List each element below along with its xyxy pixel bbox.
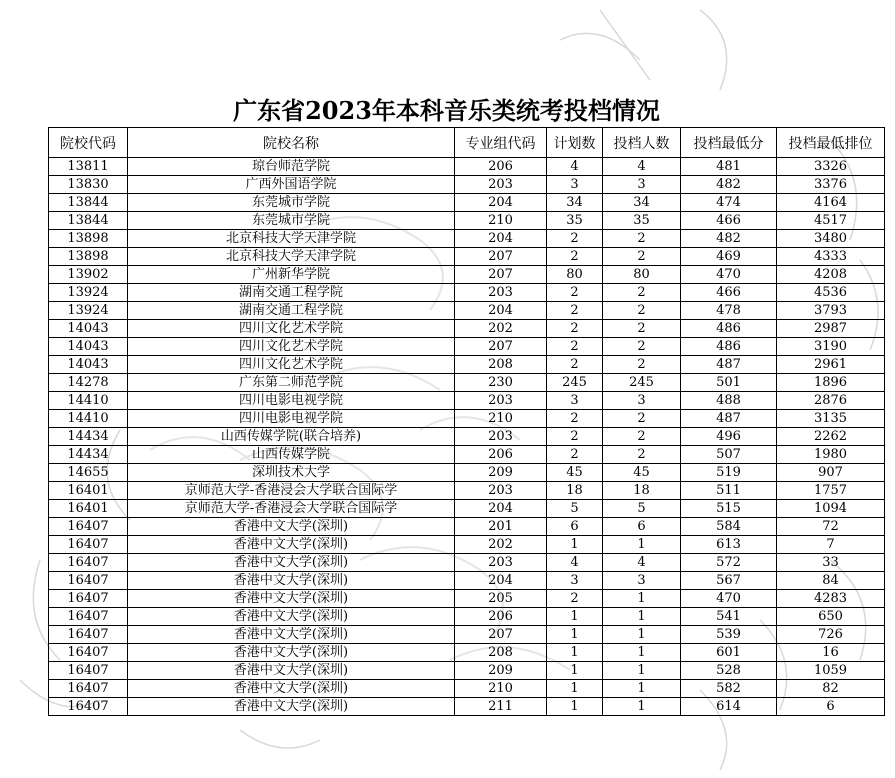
cell-school-code: 13844 <box>49 194 128 212</box>
table-row <box>49 608 885 626</box>
table-row <box>49 284 885 302</box>
cell-group-code: 203 <box>455 284 547 302</box>
cell-admitted-count: 3 <box>603 176 681 194</box>
cell-school-code: 14434 <box>49 446 128 464</box>
cell-min-rank: 650 <box>777 608 885 626</box>
cell-plan-count: 4 <box>547 554 603 572</box>
page-title: 广东省2023年本科音乐类统考投档情况 <box>233 96 660 125</box>
cell-admitted-count: 1 <box>603 590 681 608</box>
cell-school-name: 四川电影电视学院 <box>128 392 455 410</box>
cell-school-code: 16407 <box>49 698 128 716</box>
cell-min-rank: 84 <box>777 572 885 590</box>
table-row <box>49 194 885 212</box>
cell-school-name: 湖南交通工程学院 <box>128 284 455 302</box>
cell-school-code: 13924 <box>49 302 128 320</box>
cell-school-code: 16407 <box>49 536 128 554</box>
header-school-name: 院校名称 <box>128 128 455 158</box>
cell-school-name: 香港中文大学(深圳) <box>128 662 455 680</box>
table-row <box>49 410 885 428</box>
cell-admitted-count: 80 <box>603 266 681 284</box>
cell-min-rank: 726 <box>777 626 885 644</box>
cell-plan-count: 2 <box>547 284 603 302</box>
cell-admitted-count: 2 <box>603 338 681 356</box>
cell-plan-count: 5 <box>547 500 603 518</box>
cell-school-code: 14655 <box>49 464 128 482</box>
cell-school-code: 16407 <box>49 590 128 608</box>
cell-school-name: 香港中文大学(深圳) <box>128 554 455 572</box>
cell-school-code: 16407 <box>49 644 128 662</box>
cell-min-rank: 2876 <box>777 392 885 410</box>
cell-min-score: 488 <box>681 392 777 410</box>
cell-school-name: 香港中文大学(深圳) <box>128 572 455 590</box>
cell-school-name: 京师范大学-香港浸会大学联合国际学 <box>128 482 455 500</box>
cell-school-name: 山西传媒学院(联合培养) <box>128 428 455 446</box>
cell-admitted-count: 2 <box>603 410 681 428</box>
cell-min-score: 470 <box>681 266 777 284</box>
table-row <box>49 320 885 338</box>
cell-school-name: 湖南交通工程学院 <box>128 302 455 320</box>
table-row <box>49 230 885 248</box>
cell-min-score: 519 <box>681 464 777 482</box>
cell-school-name: 香港中文大学(深圳) <box>128 590 455 608</box>
cell-min-rank: 72 <box>777 518 885 536</box>
cell-school-code: 16407 <box>49 608 128 626</box>
cell-admitted-count: 2 <box>603 302 681 320</box>
cell-min-rank: 907 <box>777 464 885 482</box>
cell-min-rank: 4517 <box>777 212 885 230</box>
cell-min-rank: 3326 <box>777 158 885 176</box>
cell-plan-count: 1 <box>547 626 603 644</box>
cell-school-code: 16407 <box>49 554 128 572</box>
cell-school-code: 13898 <box>49 230 128 248</box>
cell-school-name: 广西外国语学院 <box>128 176 455 194</box>
cell-min-score: 466 <box>681 212 777 230</box>
cell-min-rank: 4208 <box>777 266 885 284</box>
cell-school-name: 四川文化艺术学院 <box>128 338 455 356</box>
cell-min-rank: 7 <box>777 536 885 554</box>
cell-school-name: 琼台师范学院 <box>128 158 455 176</box>
header-school-code: 院校代码 <box>49 128 128 158</box>
cell-group-code: 206 <box>455 158 547 176</box>
table-row <box>49 644 885 662</box>
cell-admitted-count: 2 <box>603 248 681 266</box>
cell-min-rank: 1757 <box>777 482 885 500</box>
cell-group-code: 204 <box>455 572 547 590</box>
table-row <box>49 572 885 590</box>
cell-admitted-count: 2 <box>603 284 681 302</box>
cell-group-code: 203 <box>455 482 547 500</box>
cell-plan-count: 2 <box>547 338 603 356</box>
cell-min-rank: 3376 <box>777 176 885 194</box>
cell-plan-count: 4 <box>547 158 603 176</box>
cell-school-name: 香港中文大学(深圳) <box>128 698 455 716</box>
cell-school-name: 四川文化艺术学院 <box>128 320 455 338</box>
cell-min-score: 486 <box>681 338 777 356</box>
cell-admitted-count: 1 <box>603 536 681 554</box>
cell-school-code: 13898 <box>49 248 128 266</box>
header-admitted-count: 投档人数 <box>603 128 681 158</box>
cell-plan-count: 2 <box>547 320 603 338</box>
cell-min-rank: 82 <box>777 680 885 698</box>
cell-min-score: 486 <box>681 320 777 338</box>
table-row <box>49 266 885 284</box>
cell-min-rank: 6 <box>777 698 885 716</box>
cell-plan-count: 2 <box>547 248 603 266</box>
table-row <box>49 248 885 266</box>
cell-plan-count: 2 <box>547 302 603 320</box>
cell-min-score: 487 <box>681 356 777 374</box>
cell-min-score: 613 <box>681 536 777 554</box>
cell-min-rank: 16 <box>777 644 885 662</box>
header-min-rank: 投档最低排位 <box>777 128 885 158</box>
header-plan-count: 计划数 <box>547 128 603 158</box>
cell-min-score: 582 <box>681 680 777 698</box>
table-row <box>49 536 885 554</box>
cell-school-name: 广州新华学院 <box>128 266 455 284</box>
cell-school-name: 东莞城市学院 <box>128 194 455 212</box>
cell-admitted-count: 6 <box>603 518 681 536</box>
cell-school-name: 香港中文大学(深圳) <box>128 536 455 554</box>
cell-school-name: 北京科技大学天津学院 <box>128 230 455 248</box>
cell-group-code: 210 <box>455 680 547 698</box>
cell-school-code: 16407 <box>49 518 128 536</box>
cell-group-code: 207 <box>455 266 547 284</box>
cell-min-rank: 3480 <box>777 230 885 248</box>
cell-group-code: 208 <box>455 356 547 374</box>
cell-school-name: 四川文化艺术学院 <box>128 356 455 374</box>
cell-plan-count: 1 <box>547 644 603 662</box>
cell-group-code: 203 <box>455 176 547 194</box>
cell-min-rank: 1896 <box>777 374 885 392</box>
cell-group-code: 202 <box>455 320 547 338</box>
cell-min-score: 541 <box>681 608 777 626</box>
cell-min-rank: 4536 <box>777 284 885 302</box>
cell-min-rank: 33 <box>777 554 885 572</box>
cell-school-name: 香港中文大学(深圳) <box>128 644 455 662</box>
cell-school-code: 16407 <box>49 680 128 698</box>
cell-group-code: 207 <box>455 248 547 266</box>
cell-min-rank: 2262 <box>777 428 885 446</box>
cell-plan-count: 6 <box>547 518 603 536</box>
cell-min-score: 539 <box>681 626 777 644</box>
cell-school-name: 东莞城市学院 <box>128 212 455 230</box>
cell-min-score: 470 <box>681 590 777 608</box>
cell-group-code: 204 <box>455 500 547 518</box>
cell-min-score: 601 <box>681 644 777 662</box>
cell-school-code: 14043 <box>49 356 128 374</box>
cell-admitted-count: 2 <box>603 320 681 338</box>
cell-plan-count: 2 <box>547 446 603 464</box>
cell-group-code: 203 <box>455 554 547 572</box>
table-row <box>49 590 885 608</box>
table-row <box>49 482 885 500</box>
cell-group-code: 209 <box>455 662 547 680</box>
cell-min-score: 511 <box>681 482 777 500</box>
cell-min-score: 572 <box>681 554 777 572</box>
cell-group-code: 207 <box>455 338 547 356</box>
cell-admitted-count: 35 <box>603 212 681 230</box>
cell-admitted-count: 5 <box>603 500 681 518</box>
cell-min-score: 487 <box>681 410 777 428</box>
cell-school-name: 四川电影电视学院 <box>128 410 455 428</box>
header-group-code: 专业组代码 <box>455 128 547 158</box>
table-row <box>49 428 885 446</box>
cell-group-code: 204 <box>455 302 547 320</box>
cell-school-code: 13902 <box>49 266 128 284</box>
cell-min-score: 466 <box>681 284 777 302</box>
cell-min-score: 501 <box>681 374 777 392</box>
cell-min-rank: 1059 <box>777 662 885 680</box>
table-row <box>49 176 885 194</box>
cell-group-code: 209 <box>455 464 547 482</box>
cell-admitted-count: 1 <box>603 698 681 716</box>
cell-admitted-count: 4 <box>603 158 681 176</box>
cell-school-name: 深圳技术大学 <box>128 464 455 482</box>
cell-group-code: 206 <box>455 446 547 464</box>
cell-admitted-count: 2 <box>603 428 681 446</box>
cell-group-code: 210 <box>455 410 547 428</box>
cell-min-rank: 4283 <box>777 590 885 608</box>
cell-admitted-count: 1 <box>603 626 681 644</box>
cell-min-rank: 3190 <box>777 338 885 356</box>
cell-plan-count: 3 <box>547 392 603 410</box>
table-body <box>49 158 885 716</box>
cell-school-code: 16407 <box>49 662 128 680</box>
cell-min-rank: 3135 <box>777 410 885 428</box>
table-row <box>49 518 885 536</box>
table-row <box>49 392 885 410</box>
cell-group-code: 210 <box>455 212 547 230</box>
table-row <box>49 626 885 644</box>
cell-plan-count: 80 <box>547 266 603 284</box>
header-min-score: 投档最低分 <box>681 128 777 158</box>
cell-group-code: 206 <box>455 608 547 626</box>
cell-plan-count: 3 <box>547 572 603 590</box>
table-row <box>49 554 885 572</box>
cell-plan-count: 2 <box>547 356 603 374</box>
cell-group-code: 204 <box>455 230 547 248</box>
cell-min-rank: 2987 <box>777 320 885 338</box>
cell-min-rank: 4333 <box>777 248 885 266</box>
cell-school-code: 16407 <box>49 572 128 590</box>
cell-admitted-count: 45 <box>603 464 681 482</box>
cell-school-code: 14410 <box>49 410 128 428</box>
cell-min-score: 469 <box>681 248 777 266</box>
table-row <box>49 356 885 374</box>
cell-admitted-count: 245 <box>603 374 681 392</box>
cell-min-score: 567 <box>681 572 777 590</box>
cell-admitted-count: 2 <box>603 230 681 248</box>
cell-school-name: 香港中文大学(深圳) <box>128 626 455 644</box>
table-row <box>49 158 885 176</box>
cell-school-code: 14278 <box>49 374 128 392</box>
table-header-row <box>49 128 885 158</box>
cell-school-name: 北京科技大学天津学院 <box>128 248 455 266</box>
cell-school-name: 京师范大学-香港浸会大学联合国际学 <box>128 500 455 518</box>
cell-school-name: 香港中文大学(深圳) <box>128 680 455 698</box>
cell-school-code: 16407 <box>49 626 128 644</box>
cell-plan-count: 35 <box>547 212 603 230</box>
table-row <box>49 500 885 518</box>
cell-min-rank: 4164 <box>777 194 885 212</box>
cell-min-score: 614 <box>681 698 777 716</box>
cell-admitted-count: 1 <box>603 680 681 698</box>
cell-group-code: 201 <box>455 518 547 536</box>
cell-min-score: 507 <box>681 446 777 464</box>
cell-min-score: 482 <box>681 230 777 248</box>
cell-plan-count: 2 <box>547 410 603 428</box>
cell-group-code: 205 <box>455 590 547 608</box>
cell-school-code: 13830 <box>49 176 128 194</box>
table-row <box>49 212 885 230</box>
cell-plan-count: 2 <box>547 230 603 248</box>
cell-min-score: 481 <box>681 158 777 176</box>
cell-plan-count: 245 <box>547 374 603 392</box>
table-row <box>49 302 885 320</box>
cell-group-code: 208 <box>455 644 547 662</box>
cell-min-score: 474 <box>681 194 777 212</box>
cell-plan-count: 2 <box>547 428 603 446</box>
cell-plan-count: 1 <box>547 662 603 680</box>
cell-group-code: 202 <box>455 536 547 554</box>
cell-plan-count: 1 <box>547 698 603 716</box>
cell-group-code: 204 <box>455 194 547 212</box>
cell-plan-count: 18 <box>547 482 603 500</box>
table-row <box>49 338 885 356</box>
cell-school-code: 16401 <box>49 482 128 500</box>
cell-admitted-count: 3 <box>603 572 681 590</box>
cell-min-score: 528 <box>681 662 777 680</box>
table-row <box>49 374 885 392</box>
cell-admitted-count: 1 <box>603 644 681 662</box>
table-row <box>49 464 885 482</box>
admission-table <box>48 127 885 716</box>
cell-school-code: 16401 <box>49 500 128 518</box>
cell-group-code: 230 <box>455 374 547 392</box>
cell-min-score: 515 <box>681 500 777 518</box>
cell-min-rank: 3793 <box>777 302 885 320</box>
cell-min-score: 584 <box>681 518 777 536</box>
cell-school-code: 14434 <box>49 428 128 446</box>
cell-plan-count: 34 <box>547 194 603 212</box>
cell-min-rank: 1980 <box>777 446 885 464</box>
cell-plan-count: 3 <box>547 176 603 194</box>
cell-school-name: 香港中文大学(深圳) <box>128 518 455 536</box>
table-row <box>49 698 885 716</box>
cell-school-code: 13844 <box>49 212 128 230</box>
cell-group-code: 203 <box>455 428 547 446</box>
cell-min-score: 496 <box>681 428 777 446</box>
cell-min-rank: 2961 <box>777 356 885 374</box>
cell-school-name: 山西传媒学院 <box>128 446 455 464</box>
cell-school-code: 14043 <box>49 320 128 338</box>
cell-min-score: 478 <box>681 302 777 320</box>
cell-group-code: 207 <box>455 626 547 644</box>
cell-group-code: 203 <box>455 392 547 410</box>
cell-school-code: 13924 <box>49 284 128 302</box>
cell-admitted-count: 1 <box>603 608 681 626</box>
cell-plan-count: 1 <box>547 680 603 698</box>
cell-admitted-count: 34 <box>603 194 681 212</box>
cell-school-name: 香港中文大学(深圳) <box>128 608 455 626</box>
cell-group-code: 211 <box>455 698 547 716</box>
cell-admitted-count: 4 <box>603 554 681 572</box>
cell-admitted-count: 2 <box>603 356 681 374</box>
table-row <box>49 680 885 698</box>
cell-admitted-count: 3 <box>603 392 681 410</box>
cell-admitted-count: 18 <box>603 482 681 500</box>
cell-school-code: 14410 <box>49 392 128 410</box>
cell-plan-count: 1 <box>547 608 603 626</box>
table-row <box>49 662 885 680</box>
cell-min-score: 482 <box>681 176 777 194</box>
cell-school-code: 13811 <box>49 158 128 176</box>
cell-plan-count: 2 <box>547 590 603 608</box>
cell-plan-count: 45 <box>547 464 603 482</box>
cell-school-code: 14043 <box>49 338 128 356</box>
cell-admitted-count: 1 <box>603 662 681 680</box>
cell-admitted-count: 2 <box>603 446 681 464</box>
table-row <box>49 446 885 464</box>
cell-plan-count: 1 <box>547 536 603 554</box>
cell-min-rank: 1094 <box>777 500 885 518</box>
cell-school-name: 广东第二师范学院 <box>128 374 455 392</box>
